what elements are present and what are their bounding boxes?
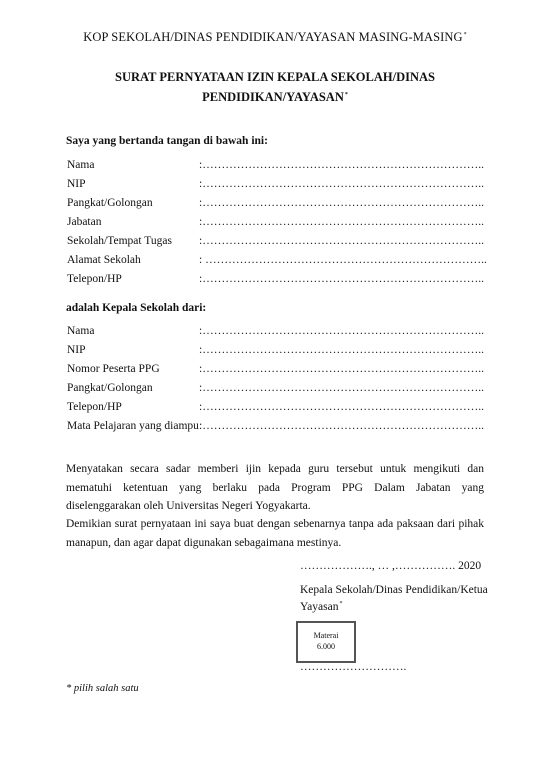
s2-label-telepon: Telepon/HP: [67, 401, 122, 413]
s2-field-pangkat[interactable]: :………………………………………………………………..: [199, 382, 484, 394]
footnote: * pilih salah satu: [66, 683, 139, 694]
s1-field-pangkat[interactable]: :………………………………………………………………..: [199, 197, 484, 209]
letterhead: [0, 30, 550, 45]
s2-field-nip[interactable]: :………………………………………………………………..: [199, 344, 484, 356]
s2-label-pangkat: Pangkat/Golongan: [67, 382, 153, 394]
signer-role-line-2-wrap: [300, 601, 342, 613]
title-mark: *: [344, 92, 348, 98]
s1-label-alamat: Alamat Sekolah: [67, 254, 141, 266]
letterhead-mark: *: [463, 31, 467, 38]
stamp-value: 6.000: [317, 642, 335, 651]
s1-label-nama: Nama: [67, 159, 95, 171]
section1-heading: Saya yang bertanda tangan di bawah ini:: [66, 135, 268, 147]
document-title: [0, 68, 550, 106]
place-date-line[interactable]: ………………., … ,……………. 2020: [300, 560, 482, 572]
s1-field-nip[interactable]: :………………………………………………………………..: [199, 178, 484, 190]
s1-label-sekolah: Sekolah/Tempat Tugas: [67, 235, 172, 247]
s2-label-nama: Nama: [67, 325, 95, 337]
title-line-1: SURAT PERNYATAAN IZIN KEPALA SEKOLAH/DINAS: [115, 70, 435, 84]
s1-label-jabatan: Jabatan: [67, 216, 102, 228]
s2-label-mata-pelajaran: Mata Pelajaran yang diampu: [67, 420, 199, 432]
statement-paragraph: Menyatakan secara sadar memberi ijin kepada guru tersebut untuk mengikuti dan mematuhi ketentuan yang berlaku pada Program PPG Dalam Jabatan yang diselenggarakan oleh Universitas Negeri Yogyakarta.: [66, 463, 484, 512]
s1-field-sekolah[interactable]: :………………………………………………………………..: [199, 235, 484, 247]
signer-role-line-1: Kepala Sekolah/Dinas Pendidikan/Ketua: [300, 584, 488, 596]
s2-field-telepon[interactable]: :………………………………………………………………..: [199, 401, 484, 413]
letterhead-text: KOP SEKOLAH/DINAS PENDIDIKAN/YAYASAN MASING-MASING: [83, 30, 463, 44]
s1-field-jabatan[interactable]: :………………………………………………………………..: [199, 216, 484, 228]
s2-field-nama[interactable]: :………………………………………………………………..: [199, 325, 484, 337]
s2-field-mata-pelajaran[interactable]: :………………………………………………………………..: [199, 420, 484, 432]
s2-label-nomor-peserta: Nomor Peserta PPG: [67, 363, 160, 375]
stamp-label: Materai: [313, 631, 339, 640]
s1-field-alamat[interactable]: : ………………………………………………………………..: [199, 254, 487, 266]
s1-field-nama[interactable]: :………………………………………………………………..: [199, 159, 484, 171]
s1-label-telepon: Telepon/HP: [67, 273, 122, 285]
s2-label-nip: NIP: [67, 344, 86, 356]
s1-label-nip: NIP: [67, 178, 86, 190]
closing-paragraph: Demikian surat pernyataan ini saya buat dengan sebenarnya tanpa ada paksaan dari pihak manapun, dan agar dapat digunakan sebagaimana mestinya.: [66, 518, 484, 549]
materai-stamp-box: [296, 621, 356, 663]
signer-name-line[interactable]: ……………………….: [300, 661, 407, 673]
section2-heading: adalah Kepala Sekolah dari:: [66, 302, 207, 314]
title-line-2-wrap: [0, 86, 550, 106]
title-line-2: PENDIDIKAN/YAYASAN: [202, 90, 344, 105]
s1-label-pangkat: Pangkat/Golongan: [67, 197, 153, 209]
s1-field-telepon[interactable]: :………………………………………………………………..: [199, 273, 484, 285]
signer-role-mark: *: [339, 601, 343, 608]
s2-field-nomor-peserta[interactable]: :………………………………………………………………..: [199, 363, 484, 375]
signer-role-line-2: Yayasan: [300, 601, 339, 613]
